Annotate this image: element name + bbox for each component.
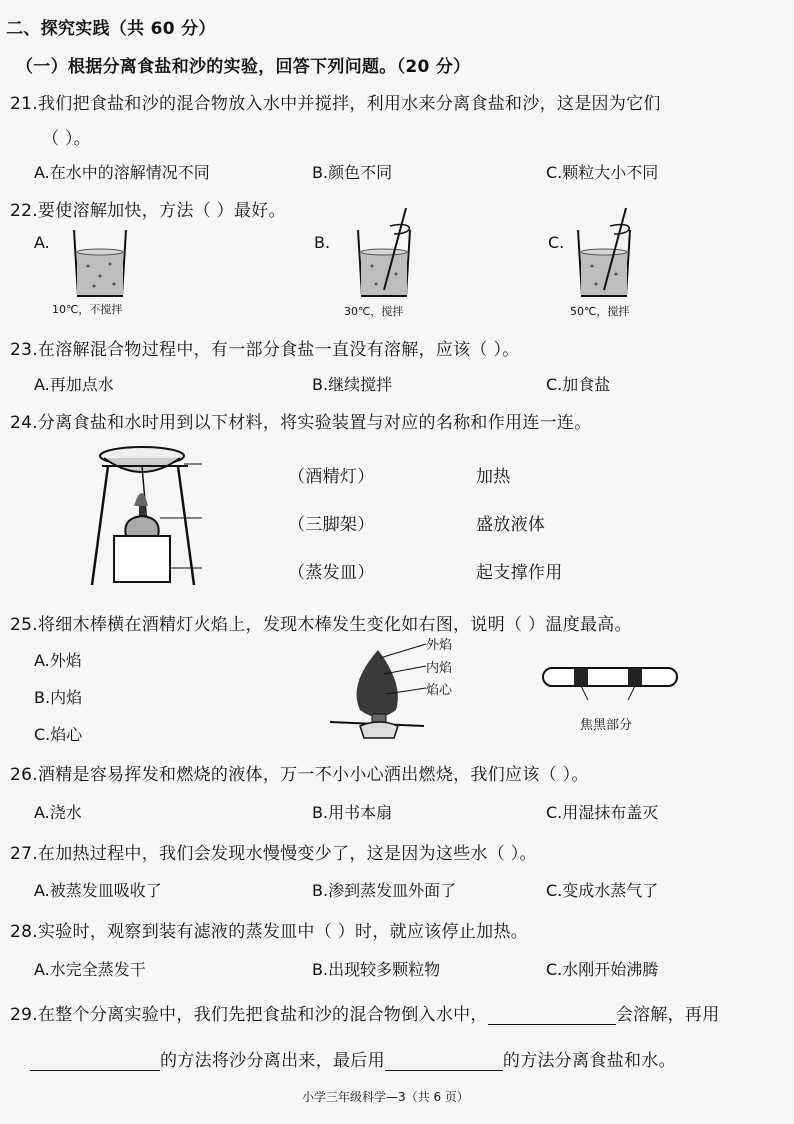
q29-line2 bbox=[30, 1046, 676, 1071]
q29-part4: 的方法分离食盐和水。 bbox=[502, 1051, 676, 1071]
q23-option-b: B.继续搅拌 bbox=[312, 375, 393, 394]
q27-option-b: B.渗到蒸发皿外面了 bbox=[312, 881, 457, 900]
q29-blank-1[interactable] bbox=[488, 1006, 616, 1025]
q29-blank-2[interactable] bbox=[30, 1052, 160, 1071]
tripod-burner-apparatus-icon bbox=[90, 440, 210, 590]
beaker-30c-stirred-icon bbox=[354, 206, 420, 301]
q24-use-2: 盛放液体 bbox=[476, 515, 546, 535]
q24-name-3: （蒸发皿） bbox=[288, 563, 375, 583]
q26-option-b: B.用书本扇 bbox=[312, 803, 393, 822]
page-footer: 小学三年级科学—3（共 6 页） bbox=[302, 1090, 469, 1104]
stick-label: 焦黑部分 bbox=[580, 718, 633, 733]
q24-use-1: 加热 bbox=[476, 467, 511, 487]
q26-option-a: A.浇水 bbox=[34, 803, 82, 822]
q22-option-a-letter: A. bbox=[34, 233, 50, 252]
q24-name-2: （三脚架） bbox=[288, 515, 375, 535]
charred-stick-icon bbox=[540, 664, 680, 704]
q21-stem-line1: 21.我们把食盐和沙的混合物放入水中并搅拌，利用水来分离食盐和沙，这是因为它们 bbox=[10, 94, 661, 114]
q27-option-a: A.被蒸发皿吸收了 bbox=[34, 881, 162, 900]
alcohol-lamp-flame-icon bbox=[330, 640, 430, 740]
q22-option-c-letter: C. bbox=[548, 233, 565, 252]
q24-use-3: 起支撑作用 bbox=[476, 563, 563, 583]
q25-option-a: A.外焰 bbox=[34, 651, 82, 670]
q22-stem: 22.要使溶解加快，方法（ ）最好。 bbox=[10, 201, 286, 221]
q21-option-b: B.颜色不同 bbox=[312, 163, 393, 182]
q29-part3: 的方法将沙分离出来，最后用 bbox=[160, 1051, 385, 1071]
section-title: 二、探究实践（共 60 分） bbox=[6, 19, 216, 39]
q22-caption-a: 10℃，不搅拌 bbox=[52, 303, 123, 316]
q21-option-c: C.颗粒大小不同 bbox=[546, 163, 659, 182]
q26-stem: 26.酒精是容易挥发和燃烧的液体，万一不小小心洒出燃烧，我们应该（ ）。 bbox=[10, 765, 589, 785]
q23-stem: 23.在溶解混合物过程中，有一部分食盐一直没有溶解，应该（ ）。 bbox=[10, 340, 520, 360]
part-title: （一）根据分离食盐和沙的实验，回答下列问题。（20 分） bbox=[16, 57, 471, 77]
flame-label-core: 焰心 bbox=[426, 683, 453, 698]
q22-option-b-letter: B. bbox=[314, 233, 331, 252]
q29-part2: 会溶解，再用 bbox=[615, 1005, 720, 1025]
q27-stem: 27.在加热过程中，我们会发现水慢慢变少了，这是因为这些水（ ）。 bbox=[10, 844, 537, 864]
q28-option-a: A.水完全蒸发干 bbox=[34, 960, 146, 979]
q22-caption-c: 50℃，搅拌 bbox=[570, 305, 630, 318]
q23-option-a: A.再加点水 bbox=[34, 375, 114, 394]
q26-option-c: C.用湿抹布盖灭 bbox=[546, 803, 659, 822]
flame-label-outer: 外焰 bbox=[426, 638, 453, 653]
q24-stem: 24.分离食盐和水时用到以下材料，将实验装置与对应的名称和作用连一连。 bbox=[10, 413, 592, 433]
q24-name-1: （酒精灯） bbox=[288, 467, 375, 487]
q29-blank-3[interactable] bbox=[385, 1052, 503, 1071]
q22-caption-b: 30℃，搅拌 bbox=[344, 305, 404, 318]
q21-stem-line2: （ ）。 bbox=[42, 129, 92, 149]
q23-option-c: C.加食盐 bbox=[546, 375, 611, 394]
q28-stem: 28.实验时，观察到装有滤液的蒸发皿中（ ）时，就应该停止加热。 bbox=[10, 922, 529, 942]
q25-option-b: B.内焰 bbox=[34, 688, 83, 707]
q27-option-c: C.变成水蒸气了 bbox=[546, 881, 659, 900]
beaker-10c-icon bbox=[70, 226, 130, 301]
q25-option-c: C.焰心 bbox=[34, 725, 83, 744]
beaker-50c-stirred-icon bbox=[574, 206, 640, 301]
q25-stem: 25.将细木棒横在酒精灯火焰上，发现木棒发生变化如右图，说明（ ）温度最高。 bbox=[10, 615, 632, 635]
q21-option-a: A.在水中的溶解情况不同 bbox=[34, 163, 210, 182]
flame-label-inner: 内焰 bbox=[426, 661, 453, 676]
q29-part1: 29.在整个分离实验中，我们先把食盐和沙的混合物倒入水中， bbox=[10, 1005, 488, 1025]
q28-option-b: B.出现较多颗粒物 bbox=[312, 960, 441, 979]
q28-option-c: C.水刚开始沸腾 bbox=[546, 960, 659, 979]
q29-line1 bbox=[10, 1000, 720, 1025]
